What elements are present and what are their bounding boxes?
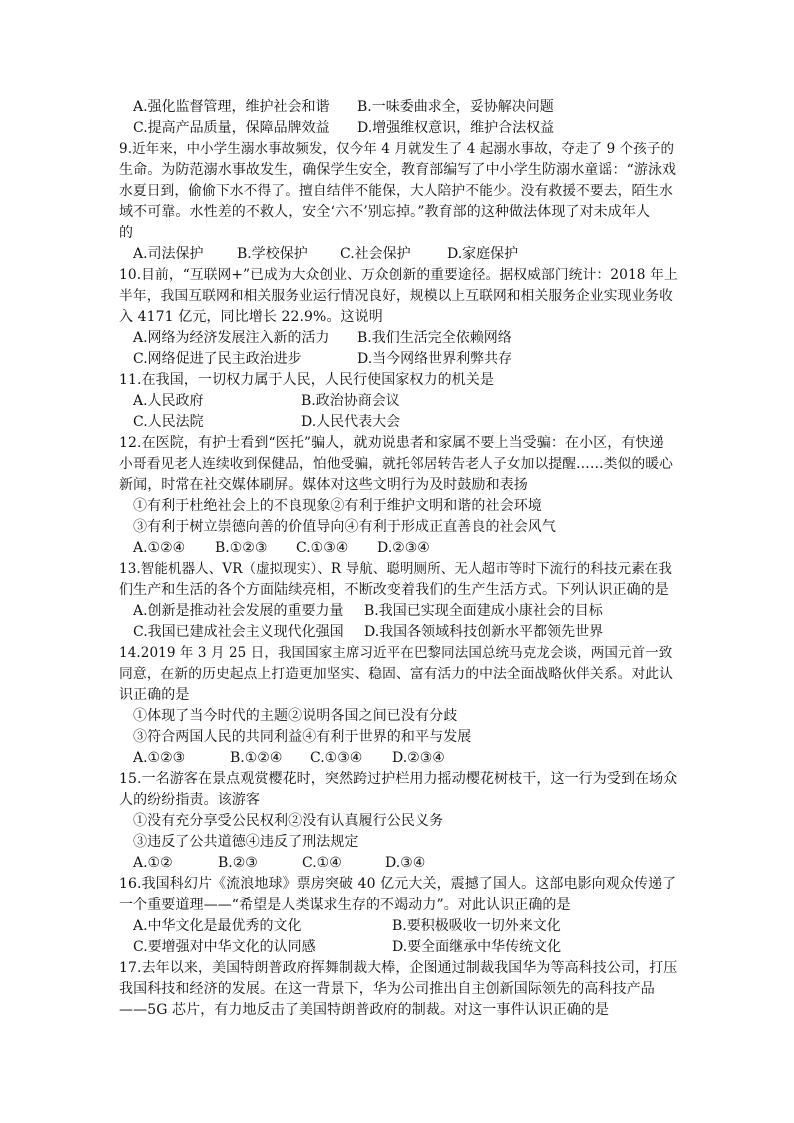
q12-option-d: D.②③④ <box>377 540 430 556</box>
q13-option-c: C.我国已建成社会主义现代化强国 <box>133 624 344 640</box>
q10-option-c: C.网络促进了民主政治进步 <box>133 351 302 367</box>
q9-stem-line: 9.近年来，中小学生溺水事故频发，仅今年 4 月就发生了 4 起溺水事故，夺走了 9 个孩子的 <box>119 141 675 157</box>
q13-option-a: A.创新是推动社会发展的重要力量 <box>133 603 344 619</box>
q14-option-a: A.①②③ <box>133 750 186 766</box>
q16-option-a: A.中华文化是最优秀的文化 <box>133 918 302 934</box>
q10-stem-line: 10.目前，“互联网+”已成为大众创业、万众创新的重要途径。据权威部门统计：2018 年上 <box>119 267 678 283</box>
q14-stem-line: 14.2019 年 3 月 25 日，我国国家主席习近平在巴黎同法国总统马克龙会谈，两国元首一致 <box>119 645 673 661</box>
q15-option-d: D.③④ <box>385 855 426 871</box>
q12-stem-line: 12.在医院，有护士看到“医托”骗人，就劝说患者和家属不要上当受骗：在小区，有快递 <box>119 435 664 451</box>
q9-stem-line: 生命。为防范溺水事故发生，确保学生安全，教育部编写了中小学生防溺水童谣：“游泳戏 <box>119 162 677 178</box>
q14-statements: ①体现了当今时代的主题②说明各国之间已没有分歧 <box>133 708 458 724</box>
q11-option-a: A.人民政府 <box>133 393 204 409</box>
q12-statements: ①有利于杜绝社会上的不良现象②有利于维护文明和谐的社会环境 <box>133 498 542 514</box>
q16-option-b: B.要积极吸收一切外来文化 <box>392 918 561 934</box>
q14-option-c: C.①③④ <box>310 750 363 766</box>
q10-option-a: A.网络为经济发展注入新的活力 <box>133 330 330 346</box>
q14-stem-line: 同意，在新的历史起点上打造更加坚实、稳固、富有活力的中法全面战略伙伴关系。对此认 <box>119 666 674 682</box>
q10-option-b: B.我们生活完全依赖网络 <box>357 330 512 346</box>
q13-option-d: D.我国各领域科技创新水平都领先世界 <box>364 624 604 640</box>
q11-option-d: D.人民代表大会 <box>301 414 401 430</box>
q15-option-a: A.①② <box>133 855 173 871</box>
q16-option-c: C.要增强对中华文化的认同感 <box>133 939 316 955</box>
q17-stem-line: ——5G 芯片，有力地反击了美国特朗普政府的制裁。对这一事件认识正确的是 <box>119 1002 610 1018</box>
q11-option-b: B.政治协商会议 <box>301 393 400 409</box>
q15-option-c: C.①④ <box>302 855 342 871</box>
q16-option-d: D.要全面继承中华传统文化 <box>392 939 562 955</box>
q13-stem-line: 们生产和生活的各个方面陆续亮相，不断改变着我们的生产生活方式。下列认识正确的是 <box>119 582 669 598</box>
q15-stem-line: 人的纷纷指责。该游客 <box>119 792 260 808</box>
q9-stem-line: 水夏日到，偷偷下水不得了。擅自结伴不能保，大人陪护不能少。没有救援不要去，陌生水 <box>119 183 674 199</box>
q11-option-c: C.人民法院 <box>133 414 204 430</box>
q8-option-a: A.强化监督管理，维护社会和谐 <box>133 99 330 115</box>
q14-option-b: B.①②④ <box>230 750 283 766</box>
q12-option-a: A.①②④ <box>133 540 186 556</box>
q8-option-b: B.一味委曲求全，妥协解决问题 <box>357 99 554 115</box>
q9-option-d: D.家庭保护 <box>447 246 519 262</box>
q14-option-d: D.②③④ <box>392 750 445 766</box>
q8-option-d: D.增强维权意识，维护合法权益 <box>357 120 555 136</box>
q10-option-d: D.当今网络世界利弊共存 <box>357 351 513 367</box>
q13-option-b: B.我国已实现全面建成小康社会的目标 <box>364 603 603 619</box>
q15-stem-line: 15.一名游客在景点观赏樱花时，突然跨过护栏用力摇动樱花树枝干，这一行为受到在场众 <box>119 771 678 787</box>
q8-option-c: C.提高产品质量，保障品牌效益 <box>133 120 330 136</box>
q9-stem-line: 的 <box>119 225 134 241</box>
q9-option-c: C.社会保护 <box>340 246 411 262</box>
q12-option-c: C.①③④ <box>296 540 349 556</box>
q14-statements: ③符合两国人民的共同利益④有利于世界的和平与发展 <box>133 729 472 745</box>
q15-option-b: B.②③ <box>218 855 258 871</box>
q10-stem-line: 入 4171 亿元，同比增长 22.9%。这说明 <box>119 309 383 325</box>
q15-statements: ①没有充分享受公民权利②没有认真履行公民义务 <box>133 813 444 829</box>
q15-statements: ③违反了公共道德④违反了刑法规定 <box>133 834 359 850</box>
q16-stem-line: 一个重要道理——“希望是人类谋求生存的不竭动力”。对此认识正确的是 <box>119 897 571 913</box>
q17-stem-line: 17.去年以来，美国特朗普政府挥舞制裁大棒，企图通过制裁我国华为等高科技公司，打压 <box>119 960 678 976</box>
q9-option-b: B.学校保护 <box>237 246 308 262</box>
q9-stem-line: 域不可靠。水性差的不救人，安全‘六不’别忘掉。”教育部的这种做法体现了对未成年人 <box>119 204 651 220</box>
q12-option-b: B.①②③ <box>215 540 268 556</box>
q12-statements: ③有利于树立崇德向善的价值导向④有利于形成正直善良的社会风气 <box>133 519 556 535</box>
q14-stem-line: 识正确的是 <box>119 687 190 703</box>
q10-stem-line: 半年，我国互联网和相关服务业运行情况良好，规模以上互联网和相关服务企业实现业务收 <box>119 288 674 304</box>
q12-stem-line: 小哥看见老人连续收到保健品，怕他受骗，就托邻居转告老人子女加以提醒……类似的暖心 <box>119 456 674 472</box>
q9-option-a: A.司法保护 <box>133 246 204 262</box>
q16-stem-line: 16.我国科幻片《流浪地球》票房突破 40 亿元大关，震撼了国人。这部电影向观众传递了 <box>119 876 677 892</box>
q12-stem-line: 新闻，时常在社交媒体刷屏。媒体对这些文明行为及时鼓励和表扬 <box>119 477 528 493</box>
q17-stem-line: 我国科技和经济的发展。在这一背景下，华为公司推出自主创新国际领先的高科技产品 <box>119 981 655 997</box>
q11-stem-line: 11.在我国，一切权力属于人民，人民行使国家权力的机关是 <box>119 372 495 388</box>
q13-stem-line: 13.智能机器人、VR（虚拟现实）、R 导航、聪明厕所、无人超市等时下流行的科技元素在我 <box>119 561 672 577</box>
